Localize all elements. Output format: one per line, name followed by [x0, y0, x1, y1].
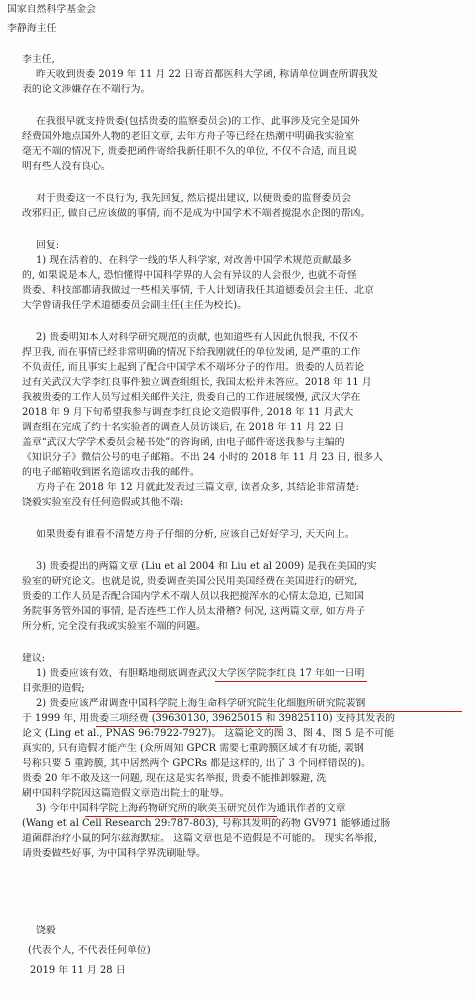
letter-line: 目张胆的造假;: [22, 683, 85, 694]
letter-line: 的电子邮箱收到匿名造谣攻击我的邮件。: [22, 467, 200, 478]
letter-line: 毫无不端的情况下, 贵委把函件寄给我新任职不久的单位, 不仅不合适, 而且说: [22, 146, 357, 157]
letter-line: 饶毅实验室没有任何造假或其他不端:: [22, 497, 184, 508]
red-underline: [96, 726, 282, 727]
letter-line: 贵委 20 年不敢及这一问题, 现在这是实名举报, 贵委不能推卸躲避, 洗: [22, 773, 327, 784]
letter-line: 请贵委做些好事, 为中国科学界洗刷耻辱。: [22, 848, 207, 859]
letter-line: 不负责任, 而且事实上起到了配合中国学术不端坏分子的作用。贵委的人员若论: [22, 362, 365, 373]
letter-line: 真实的, 只有造假才能产生 (众所周知 GPCR 需要七重跨膜区域才有功能, 裴钢: [22, 743, 364, 754]
letter-line: 3) 今年中国科学院上海药物研究所的耿美玉研究员作为通讯作者的文章: [36, 803, 346, 814]
letter-line: 于 1999 年, 用贵委三项经费 (39630130, 39625015 和 39825110) 支持其发表的: [22, 713, 396, 724]
letter-line: 1) 现在活着的、在科学一线的华人科学家, 对改善中国学术规范贡献最多: [36, 255, 352, 266]
letter-line: 捍卫我, 而在事情已经非常明确的情况下给我刚就任的单位发函, 是严重的工作: [22, 347, 361, 358]
letter-line: 回复:: [36, 240, 60, 251]
letter-line: 所分析, 完全没有我或实验室不端的问题。: [22, 621, 207, 632]
letter-line: 李主任,: [22, 54, 55, 65]
letter-line: 经费国外地点国外人物的老旧文章, 去年方舟子等已经在热潮中明确我实验室: [22, 131, 355, 142]
letter-line: 昨天收到贵委 2019 年 11 月 22 日寄首都医科大学函, 称请单位调查所谓我发: [36, 69, 379, 80]
letter-line: 在我很早就支持贵委(包括贵委的监察委员会)的工作、此事涉及完全是国外: [36, 116, 360, 127]
letter-line: (代表个人, 不代表任何单位): [28, 945, 151, 956]
letter-line: 《知识分子》微信公号的电子邮箱。不出 24 小时的 2018 年 11 月 23 日, 很多人: [22, 452, 383, 463]
red-underline: [85, 816, 277, 817]
letter-line: 验室的研究论文。也就是说, 贵委调查美国公民用美国经费在美国进行的研究,: [22, 576, 358, 587]
letter-line: 务院事务管外国的事情, 是否连些工作人员太滑稽? 何况, 这两篇文章, 如方舟子: [22, 606, 366, 617]
letter-line: 号称只要 5 重跨膜, 其中居然两个 GPCRs 都是这样的, 出了 3 个同样错误的)。: [22, 758, 372, 769]
letter-line: 刷中国科学院因这篇造假文章造出院士的耻辱。: [22, 788, 230, 799]
letter-line: (Wang et al Cell Research 29:787-803), 号称其发明的药物 GV971 能够通过肠: [22, 818, 391, 829]
letter-line: 方舟子在 2018 年 12 月就此发表过三篇文章, 读者众多, 其结论非常清楚:: [36, 482, 359, 493]
letter-line: 2) 贵委明知本人对科学研究规范的贡献, 也知道些有人因此仇恨我, 不仅不: [36, 332, 359, 343]
letter-line: 明有些人没有良心。: [22, 161, 111, 172]
letter-line: 的, 如果说是本人, 恐怕懂得中国科学界的人会有异议的人会很少, 也就不奇怪: [22, 270, 357, 281]
letter-line: 改邪归正, 做自己应该做的事情, 而不是成为中国学术不端者搅混水企图的帮凶。: [22, 208, 371, 219]
letter-line: 李静海主任: [7, 23, 57, 34]
letter-line: 道菌群治疗小鼠的阿尔兹海默症。 这篇文章也是不造假是不可能的。 现实名举报,: [22, 833, 378, 844]
letter-line: 贵委、科技部都请我做过一些相关事情, 千人计划请我任其道德委员会主任、北京: [22, 285, 374, 296]
letter-line: 过有关武汉大学李红良事件独立调查组组长, 我国太松并未答应。2018 年 11 月: [22, 377, 372, 388]
letter-line: 盖章“武汉大学学术委员会秘书处”的咨询函, 由电子邮件寄送我参与主编的: [22, 437, 345, 448]
letter-line: 3) 贵委提出的两篇文章 (Liu et al 2004 和 Liu et al 2009) 是我在美国的实: [36, 561, 377, 572]
letter-line: 国家自然科学基金会: [7, 4, 96, 15]
letter-line: 1) 贵委应该有效、有胆略地彻底调查武汉大学医学院李红良 17 年如一日明: [36, 668, 365, 679]
letter-line: 贵委的工作人员是否配合国内学术不端人员以我把搅浑水的心情太急迫, 已知国: [22, 591, 365, 602]
letter-line: 2018 年 9 月下旬希望我参与调查李红良论文造假事件, 2018 年 11 月武大: [22, 407, 354, 418]
letter-line: 饶毅: [36, 925, 56, 936]
letter-line: 我被贵委的工作人员写过相关邮件关注, 贵委自己的工作进展缓慢, 武汉大学在: [22, 392, 361, 403]
red-underline: [215, 681, 367, 682]
letter-line: 2) 贵委应该严肃调查中国科学院上海生命科学研究院生化细胞所研究院裴钢: [36, 698, 366, 709]
letter-line: 建议:: [22, 653, 46, 664]
letter-line: 对于贵委这一不良行为, 我先回复, 然后提出建议, 以便贵委的监督委员会: [36, 193, 352, 204]
letter-line: 调查组在完成了约十名实验者的调查人员访谈后, 在 2018 年 11 月 22 日: [22, 422, 345, 433]
red-underline: [149, 711, 462, 712]
letter-line: 2019 年 11 月 28 日: [30, 965, 126, 976]
letter-line: 如果贵委有谁看不清楚方舟子仔细的分析, 应该自己好好学习, 天天向上。: [36, 529, 355, 540]
letter-line: 大学曾请我任学术道德委员会副主任(主任为校长)。: [22, 300, 247, 311]
letter-line: 表的论文涉嫌存在不端行为。: [22, 84, 151, 95]
letter-line: 论文 (Ling et al., PNAS 96:7922-7927)。 这篇论文的图 3、图 4、图 5 是不可能: [22, 728, 395, 739]
